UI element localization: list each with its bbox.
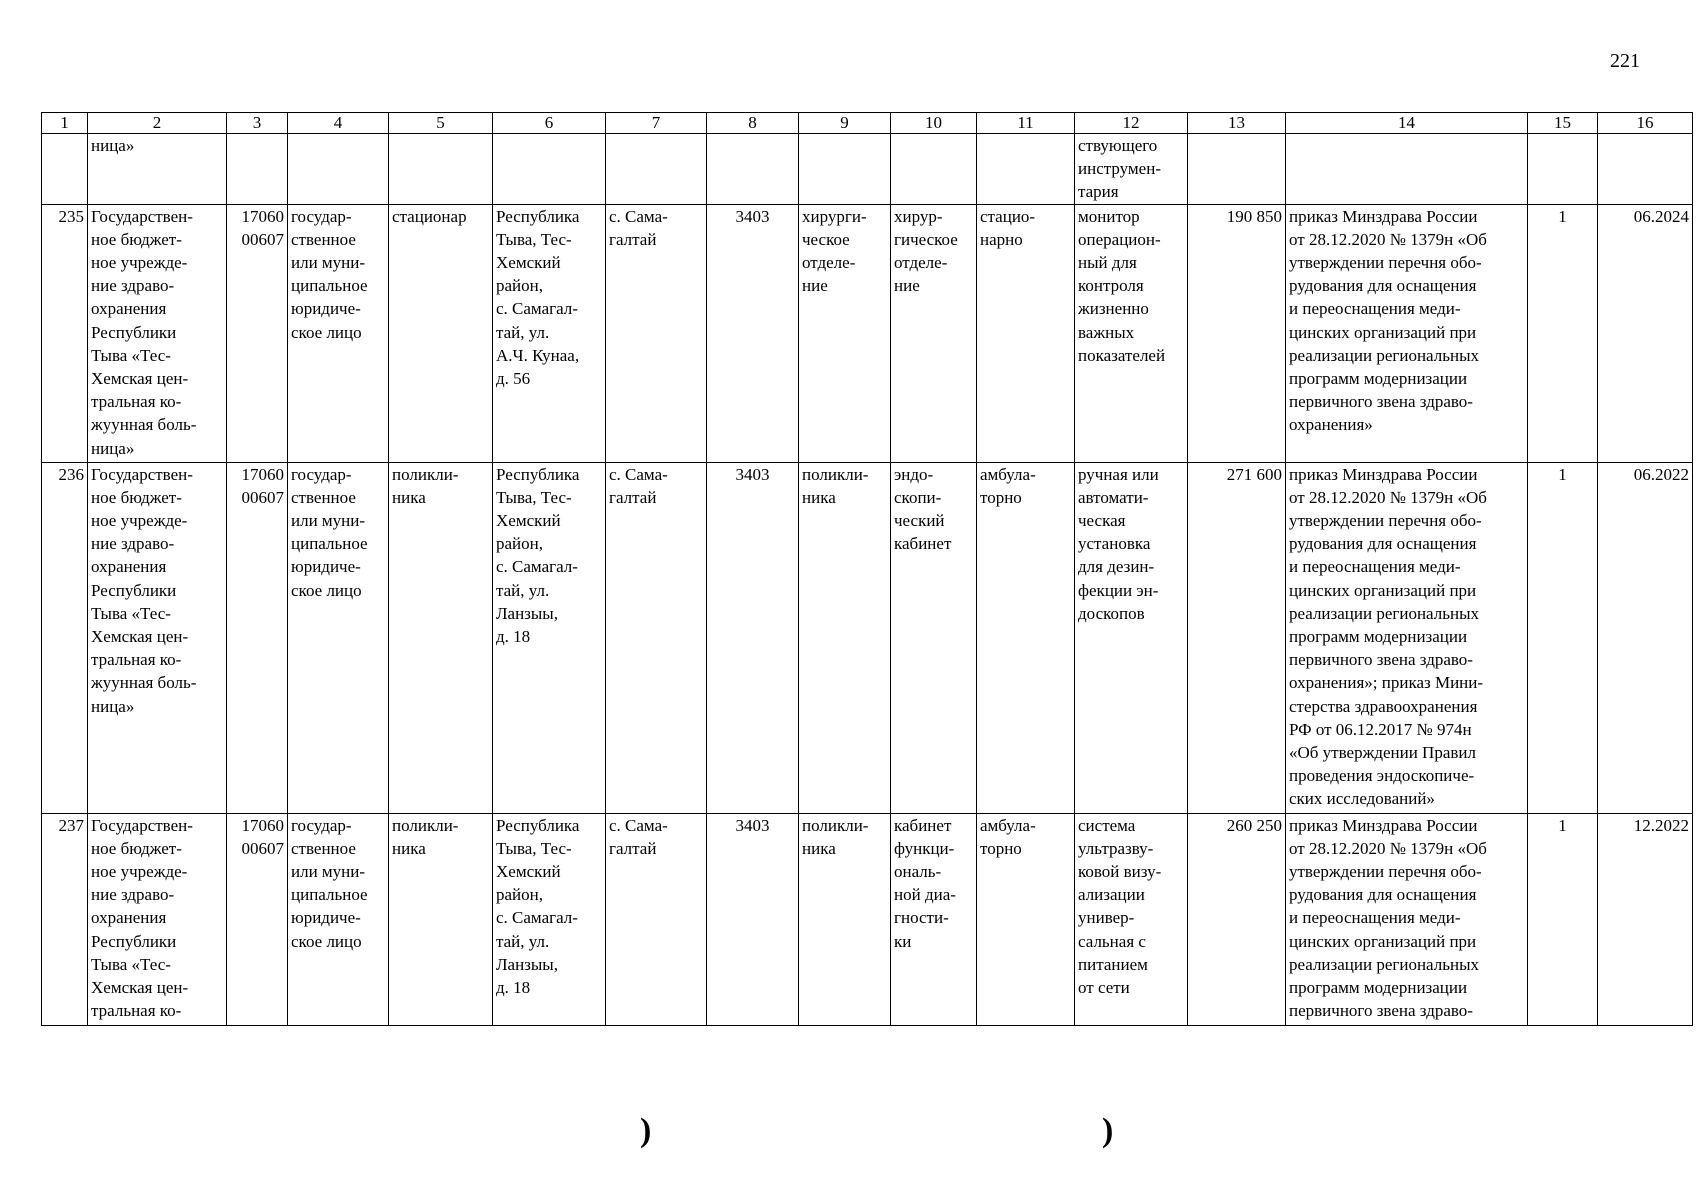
regulation-cell	[1286, 134, 1528, 205]
equipment-table	[41, 112, 1693, 1026]
institution-name-cell: ница»	[88, 134, 227, 205]
table-row	[42, 462, 1693, 813]
header-cell: 13	[1188, 113, 1286, 134]
regulation-cell: приказ Минздрава России от 28.12.2020 № 1379н «Об утверждении перечня обо- рудования для оснащения и переоснащения меди- цинских организаций при реализации региональных программ модернизации первичного звена здраво- охранения»	[1286, 204, 1528, 462]
margin-mark: )	[640, 1112, 652, 1149]
quantity-cell	[1528, 134, 1598, 205]
facility-type-cell: поликли- ника	[389, 813, 493, 1025]
header-cell: 6	[493, 113, 606, 134]
date-cell: 06.2022	[1598, 462, 1693, 813]
address-cell: Республика Тыва, Тес- Хемский район, с. Самагал- тай, ул. А.Ч. Кунаа, д. 56	[493, 204, 606, 462]
table-row	[42, 134, 1693, 205]
regulation-cell: приказ Минздрава России от 28.12.2020 № 1379н «Об утверждении перечня обо- рудования для оснащения и переоснащения меди- цинских организаций при реализации региональных программ модернизации первичного звена здраво-	[1286, 813, 1528, 1025]
header-cell: 8	[707, 113, 799, 134]
header-cell: 7	[606, 113, 707, 134]
care-mode-cell: амбула- торно	[977, 813, 1075, 1025]
quantity-cell: 1	[1528, 204, 1598, 462]
department-cell: поликли- ника	[799, 462, 891, 813]
settlement-cell: с. Сама- галтай	[606, 813, 707, 1025]
settlement-cell: с. Сама- галтай	[606, 204, 707, 462]
address-cell	[493, 134, 606, 205]
equipment-cell: ручная или автомати- ческая установка для дезин- фекции эн- доскопов	[1075, 462, 1188, 813]
unit-cell: эндо- скопи- ческий кабинет	[891, 462, 977, 813]
cost-cell: 260 250	[1188, 813, 1286, 1025]
facility-type-cell: стационар	[389, 204, 493, 462]
header-cell: 9	[799, 113, 891, 134]
header-cell: 3	[227, 113, 288, 134]
row-number-cell	[42, 134, 88, 205]
margin-mark: )	[1102, 1112, 1114, 1149]
header-cell: 16	[1598, 113, 1693, 134]
equipment-cell: монитор операцион- ный для контроля жизненно важных показателей	[1075, 204, 1188, 462]
settlement-cell: с. Сама- галтай	[606, 462, 707, 813]
institution-name-cell: Государствен- ное бюджет- ное учрежде- ние здраво- охранения Республики Тыва «Тес- Хемская цен- тральная ко-	[88, 813, 227, 1025]
header-cell: 5	[389, 113, 493, 134]
unit-cell: хирур- гическое отделе- ние	[891, 204, 977, 462]
header-cell: 12	[1075, 113, 1188, 134]
legal-form-cell: государ- ственное или муни- ципальное юридиче- ское лицо	[288, 462, 389, 813]
care-mode-cell: амбула- торно	[977, 462, 1075, 813]
header-cell: 15	[1528, 113, 1598, 134]
cost-cell: 271 600	[1188, 462, 1286, 813]
care-mode-cell: стацио- нарно	[977, 204, 1075, 462]
department-cell	[799, 134, 891, 205]
equipment-cell: система ультразву- ковой визу- ализации универ- сальная с питанием от сети	[1075, 813, 1188, 1025]
row-number-cell: 237	[42, 813, 88, 1025]
address-cell: Республика Тыва, Тес- Хемский район, с. Самагал- тай, ул. Ланзыы, д. 18	[493, 462, 606, 813]
legal-form-cell: государ- ственное или муни- ципальное юридиче- ское лицо	[288, 204, 389, 462]
code-cell	[227, 134, 288, 205]
row-number-cell: 236	[42, 462, 88, 813]
population-cell: 3403	[707, 813, 799, 1025]
department-cell: поликли- ника	[799, 813, 891, 1025]
quantity-cell: 1	[1528, 813, 1598, 1025]
date-cell: 06.2024	[1598, 204, 1693, 462]
equipment-cell: ствующего инструмен- тария	[1075, 134, 1188, 205]
care-mode-cell	[977, 134, 1075, 205]
unit-cell: кабинет функци- ональ- ной диа- гности- ки	[891, 813, 977, 1025]
code-cell: 17060 00607	[227, 462, 288, 813]
settlement-cell	[606, 134, 707, 205]
department-cell: хирурги- ческое отделе- ние	[799, 204, 891, 462]
table-row	[42, 204, 1693, 462]
row-number-cell: 235	[42, 204, 88, 462]
population-cell: 3403	[707, 462, 799, 813]
institution-name-cell: Государствен- ное бюджет- ное учрежде- ние здраво- охранения Республики Тыва «Тес- Хемская цен- тральная ко- жуунная боль- ница»	[88, 462, 227, 813]
header-row	[42, 113, 1693, 134]
date-cell: 12.2022	[1598, 813, 1693, 1025]
regulation-cell: приказ Минздрава России от 28.12.2020 № 1379н «Об утверждении перечня обо- рудования для оснащения и переоснащения меди- цинских организаций при реализации региональных программ модернизации первичного звена здраво- охранения»; приказ Мини- стерства здравоохранения РФ от 06.12.2017 № 974н «Об утверждении Правил проведения эндоскопиче- ских исследований»	[1286, 462, 1528, 813]
facility-type-cell	[389, 134, 493, 205]
header-cell: 1	[42, 113, 88, 134]
cost-cell	[1188, 134, 1286, 205]
institution-name-cell: Государствен- ное бюджет- ное учрежде- ние здраво- охранения Республики Тыва «Тес- Хемская цен- тральная ко- жуунная боль- ница»	[88, 204, 227, 462]
legal-form-cell: государ- ственное или муни- ципальное юридиче- ское лицо	[288, 813, 389, 1025]
code-cell: 17060 00607	[227, 204, 288, 462]
table-row	[42, 813, 1693, 1025]
population-cell	[707, 134, 799, 205]
legal-form-cell	[288, 134, 389, 205]
header-cell: 10	[891, 113, 977, 134]
facility-type-cell: поликли- ника	[389, 462, 493, 813]
header-cell: 14	[1286, 113, 1528, 134]
cost-cell: 190 850	[1188, 204, 1286, 462]
date-cell	[1598, 134, 1693, 205]
header-cell: 4	[288, 113, 389, 134]
header-cell: 2	[88, 113, 227, 134]
unit-cell	[891, 134, 977, 205]
address-cell: Республика Тыва, Тес- Хемский район, с. Самагал- тай, ул. Ланзыы, д. 18	[493, 813, 606, 1025]
quantity-cell: 1	[1528, 462, 1598, 813]
population-cell: 3403	[707, 204, 799, 462]
code-cell: 17060 00607	[227, 813, 288, 1025]
page-number: 221	[1610, 50, 1640, 72]
header-cell: 11	[977, 113, 1075, 134]
